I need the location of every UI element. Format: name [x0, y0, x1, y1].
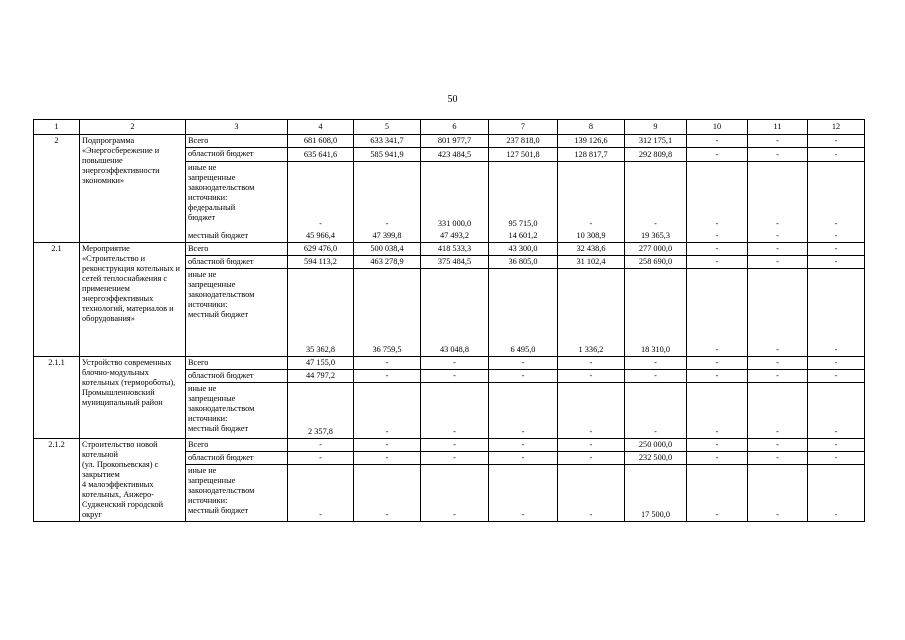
funding-source-cell: местный бюджет	[186, 230, 288, 243]
value-cell: -	[288, 438, 354, 451]
value-cell: 500 038,4	[354, 242, 421, 255]
value-cell: 45 966,4	[288, 230, 354, 243]
value-cell: -	[748, 369, 808, 382]
budget-table	[33, 119, 865, 522]
value-cell: 6 495,0	[489, 268, 558, 356]
value-cell: -	[748, 242, 808, 255]
funding-source-cell: областной бюджет	[186, 451, 288, 464]
value-cell: -	[808, 255, 865, 268]
column-number-cell: 2	[80, 120, 186, 135]
value-cell: -	[808, 369, 865, 382]
value-cell: -	[687, 268, 748, 356]
value-cell: 375 484,5	[421, 255, 489, 268]
value-cell: -	[808, 451, 865, 464]
program-name-cell: Мероприятие «Строительство и реконструкция котельных и сетей теплоснабжения с применением энергоэффективных технологий, материалов и оборудования»	[80, 242, 186, 356]
value-cell: -	[748, 148, 808, 162]
value-cell: 32 438,6	[558, 242, 625, 255]
value-cell: -	[354, 369, 421, 382]
value-cell: 47 155,0	[288, 356, 354, 369]
value-cell: -	[808, 135, 865, 148]
value-cell: -	[354, 356, 421, 369]
funding-source-cell: иные не запрещенные законодательством источники: местный бюджет	[186, 268, 288, 356]
value-cell: -	[808, 242, 865, 255]
value-cell: -	[687, 438, 748, 451]
value-cell: 463 278,9	[354, 255, 421, 268]
value-cell: -	[625, 382, 687, 438]
value-cell: -	[687, 135, 748, 148]
column-number-cell: 9	[625, 120, 687, 135]
value-cell: 277 000,0	[625, 242, 687, 255]
row-number-cell: 2.1	[34, 242, 80, 356]
value-cell: 127 501,8	[489, 148, 558, 162]
value-cell: -	[489, 382, 558, 438]
value-cell: -	[687, 451, 748, 464]
value-cell: -	[808, 356, 865, 369]
column-number-cell: 11	[748, 120, 808, 135]
value-cell: 681 608,0	[288, 135, 354, 148]
value-cell: 43 300,0	[489, 242, 558, 255]
value-cell: -	[489, 356, 558, 369]
value-cell: -	[808, 162, 865, 230]
column-number-cell: 5	[354, 120, 421, 135]
table-row	[34, 438, 865, 451]
value-cell: 633 341,7	[354, 135, 421, 148]
value-cell: -	[421, 464, 489, 521]
column-number-cell: 7	[489, 120, 558, 135]
value-cell: -	[687, 255, 748, 268]
value-cell: -	[354, 382, 421, 438]
funding-source-cell: областной бюджет	[186, 369, 288, 382]
value-cell: -	[354, 451, 421, 464]
funding-source-cell: Всего	[186, 242, 288, 255]
value-cell: -	[354, 438, 421, 451]
funding-source-cell: иные не запрещенные законодательством источники: местный бюджет	[186, 464, 288, 521]
value-cell: -	[808, 464, 865, 521]
value-cell: 36 805,0	[489, 255, 558, 268]
funding-source-cell: иные не запрещенные законодательством источники: местный бюджет	[186, 382, 288, 438]
value-cell: 17 500,0	[625, 464, 687, 521]
row-number-cell: 2	[34, 135, 80, 243]
value-cell: -	[808, 268, 865, 356]
value-cell: 237 818,0	[489, 135, 558, 148]
value-cell: 292 809,8	[625, 148, 687, 162]
value-cell: 139 126,6	[558, 135, 625, 148]
value-cell: 43 048,8	[421, 268, 489, 356]
row-number-cell: 2.1.2	[34, 438, 80, 521]
value-cell: 44 797,2	[288, 369, 354, 382]
column-number-cell: 8	[558, 120, 625, 135]
funding-source-cell: иные не запрещенные законодательством источники: федеральный бюджет	[186, 162, 288, 230]
value-cell: -	[489, 464, 558, 521]
column-number-cell: 10	[687, 120, 748, 135]
value-cell: -	[748, 382, 808, 438]
column-number-row	[34, 120, 865, 135]
value-cell: -	[748, 255, 808, 268]
value-cell: -	[625, 356, 687, 369]
column-number-cell: 3	[186, 120, 288, 135]
value-cell: 801 977,7	[421, 135, 489, 148]
value-cell: 10 308,9	[558, 230, 625, 243]
value-cell: -	[558, 464, 625, 521]
value-cell: -	[354, 464, 421, 521]
value-cell: 585 941,9	[354, 148, 421, 162]
value-cell: -	[288, 162, 354, 230]
column-number-cell: 6	[421, 120, 489, 135]
value-cell: 35 362,8	[288, 268, 354, 356]
value-cell: -	[748, 464, 808, 521]
value-cell: -	[558, 356, 625, 369]
table-row	[34, 356, 865, 369]
value-cell: -	[687, 464, 748, 521]
value-cell: 423 484,5	[421, 148, 489, 162]
value-cell: 2 357,8	[288, 382, 354, 438]
value-cell: 31 102,4	[558, 255, 625, 268]
value-cell: -	[748, 451, 808, 464]
value-cell: -	[558, 451, 625, 464]
value-cell: -	[421, 356, 489, 369]
table-row	[34, 135, 865, 148]
column-number-cell: 12	[808, 120, 865, 135]
value-cell: -	[748, 135, 808, 148]
value-cell: -	[687, 382, 748, 438]
funding-source-cell: областной бюджет	[186, 148, 288, 162]
value-cell: 19 365,3	[625, 230, 687, 243]
value-cell: -	[625, 162, 687, 230]
funding-source-cell: Всего	[186, 438, 288, 451]
value-cell: -	[748, 230, 808, 243]
value-cell: 635 641,6	[288, 148, 354, 162]
value-cell: -	[687, 162, 748, 230]
value-cell: 47 399,8	[354, 230, 421, 243]
value-cell: -	[748, 268, 808, 356]
page-number: 50	[447, 94, 458, 105]
value-cell: -	[489, 438, 558, 451]
program-name-cell: Подпрограмма «Энергосбережение и повышение энергоэффективности экономики»	[80, 135, 186, 243]
column-number-cell: 1	[34, 120, 80, 135]
program-name-cell: Строительство новой котельной (ул. Прокопьевская) с закрытием 4 малоэффективных котельных, Анжеро-Судженский городской округ	[80, 438, 186, 521]
value-cell: -	[808, 148, 865, 162]
funding-source-cell: Всего	[186, 356, 288, 369]
value-cell: -	[687, 369, 748, 382]
value-cell: -	[558, 438, 625, 451]
value-cell: 250 000,0	[625, 438, 687, 451]
value-cell: 95 715,0	[489, 162, 558, 230]
column-number-cell: 4	[288, 120, 354, 135]
value-cell: -	[748, 356, 808, 369]
value-cell: 418 533,3	[421, 242, 489, 255]
value-cell: -	[489, 369, 558, 382]
value-cell: -	[808, 382, 865, 438]
value-cell: 1 336,2	[558, 268, 625, 356]
program-name-cell: Устройство современных блочно-модульных котельных (термороботы), Промышленновский муниципальный район	[80, 356, 186, 438]
value-cell: 331 000,0	[421, 162, 489, 230]
value-cell: 36 759,5	[354, 268, 421, 356]
value-cell: -	[748, 438, 808, 451]
funding-source-cell: областной бюджет	[186, 255, 288, 268]
value-cell: -	[558, 382, 625, 438]
value-cell: -	[421, 438, 489, 451]
value-cell: -	[687, 148, 748, 162]
value-cell: -	[489, 451, 558, 464]
value-cell: -	[288, 451, 354, 464]
value-cell: 258 690,0	[625, 255, 687, 268]
row-number-cell: 2.1.1	[34, 356, 80, 438]
value-cell: -	[748, 162, 808, 230]
value-cell: 594 113,2	[288, 255, 354, 268]
funding-source-cell: Всего	[186, 135, 288, 148]
value-cell: -	[625, 369, 687, 382]
value-cell: 312 175,1	[625, 135, 687, 148]
value-cell: -	[421, 451, 489, 464]
value-cell: -	[421, 369, 489, 382]
value-cell: 18 310,0	[625, 268, 687, 356]
value-cell: -	[687, 242, 748, 255]
value-cell: 629 476,0	[288, 242, 354, 255]
value-cell: 232 500,0	[625, 451, 687, 464]
value-cell: -	[288, 464, 354, 521]
value-cell: -	[687, 356, 748, 369]
value-cell: -	[354, 162, 421, 230]
value-cell: 128 817,7	[558, 148, 625, 162]
value-cell: 47 493,2	[421, 230, 489, 243]
value-cell: -	[808, 230, 865, 243]
value-cell: -	[558, 369, 625, 382]
table-row	[34, 242, 865, 255]
value-cell: -	[421, 382, 489, 438]
value-cell: -	[558, 162, 625, 230]
value-cell: -	[808, 438, 865, 451]
value-cell: 14 601,2	[489, 230, 558, 243]
value-cell: -	[687, 230, 748, 243]
